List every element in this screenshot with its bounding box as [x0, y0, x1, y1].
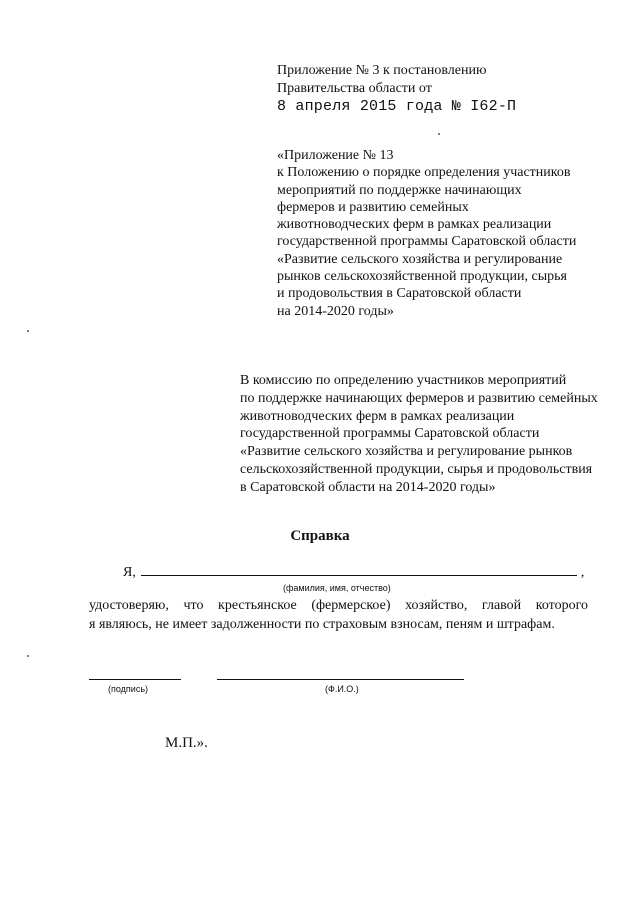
appendix-13-line: государственной программы Саратовской области: [277, 234, 577, 250]
appendix-13-line: фермеров и развитию семейных: [277, 199, 469, 215]
appendix-13-line: мероприятий по поддержке начинающих: [277, 182, 522, 198]
scan-speck: [27, 655, 29, 657]
commission-addressee: [240, 372, 598, 497]
commission-line: в Саратовской области на 2014-2020 годы»: [240, 479, 496, 495]
commission-line: животноводческих ферм в рамках реализации: [240, 408, 515, 424]
appendix-header-date-number: 8 апреля 2015 года № I62-П: [277, 98, 517, 115]
commission-line: государственной программы Саратовской области: [240, 426, 540, 442]
appendix-13-line: «Приложение № 13: [277, 148, 394, 163]
appendix-13-line: рынков сельскохозяйственной продукции, сырья: [277, 269, 567, 285]
appendix-13-line: «Развитие сельского хозяйства и регулирование: [277, 251, 563, 267]
appendix-header-line-1: Приложение № 3 к постановлению: [277, 63, 487, 78]
commission-line: «Развитие сельского хозяйства и регулирование рынков: [240, 444, 573, 460]
commission-line: В комиссию по определению участников мероприятий: [240, 373, 567, 388]
signature-line[interactable]: [89, 679, 181, 680]
scan-speck: [438, 133, 440, 135]
appendix-13-line: к Положению о порядке определения участников: [277, 165, 571, 181]
appendix-header: [277, 62, 516, 116]
name-field-prefix: Я,: [123, 565, 136, 580]
statement-line-1: удостоверяю, что крестьянское (фермерское) хозяйство, главой которого: [89, 598, 588, 613]
name-fill-line[interactable]: [141, 563, 577, 576]
appendix-header-line-2: Правительства области от: [277, 81, 432, 96]
commission-line: сельскохозяйственной продукции, сырья и продовольствия: [240, 461, 593, 477]
statement-line-2: я являюсь, не имеет задолженности по страховым взносам, пеням и штрафам.: [89, 617, 555, 632]
name-field-suffix: ,: [580, 565, 585, 580]
scan-speck: [27, 330, 29, 332]
fio-line[interactable]: [217, 679, 464, 680]
document-title: Справка: [290, 528, 350, 544]
seal-place-label: М.П.».: [165, 735, 208, 751]
appendix-13-line: на 2014-2020 годы»: [277, 303, 394, 319]
appendix-13-line: животноводческих ферм в рамках реализации: [277, 217, 552, 233]
name-field-row: [123, 563, 584, 582]
commission-line: по поддержке начинающих фермеров и развитию семейных: [240, 390, 598, 406]
full-name-caption: (фамилия, имя, отчество): [283, 583, 391, 593]
appendix-13-line: и продовольствия в Саратовской области: [277, 286, 522, 302]
appendix-13-block: [277, 147, 576, 320]
signature-caption: (подпись): [108, 684, 149, 694]
fio-caption: (Ф.И.О.): [325, 684, 359, 694]
statement-text: [89, 596, 588, 634]
